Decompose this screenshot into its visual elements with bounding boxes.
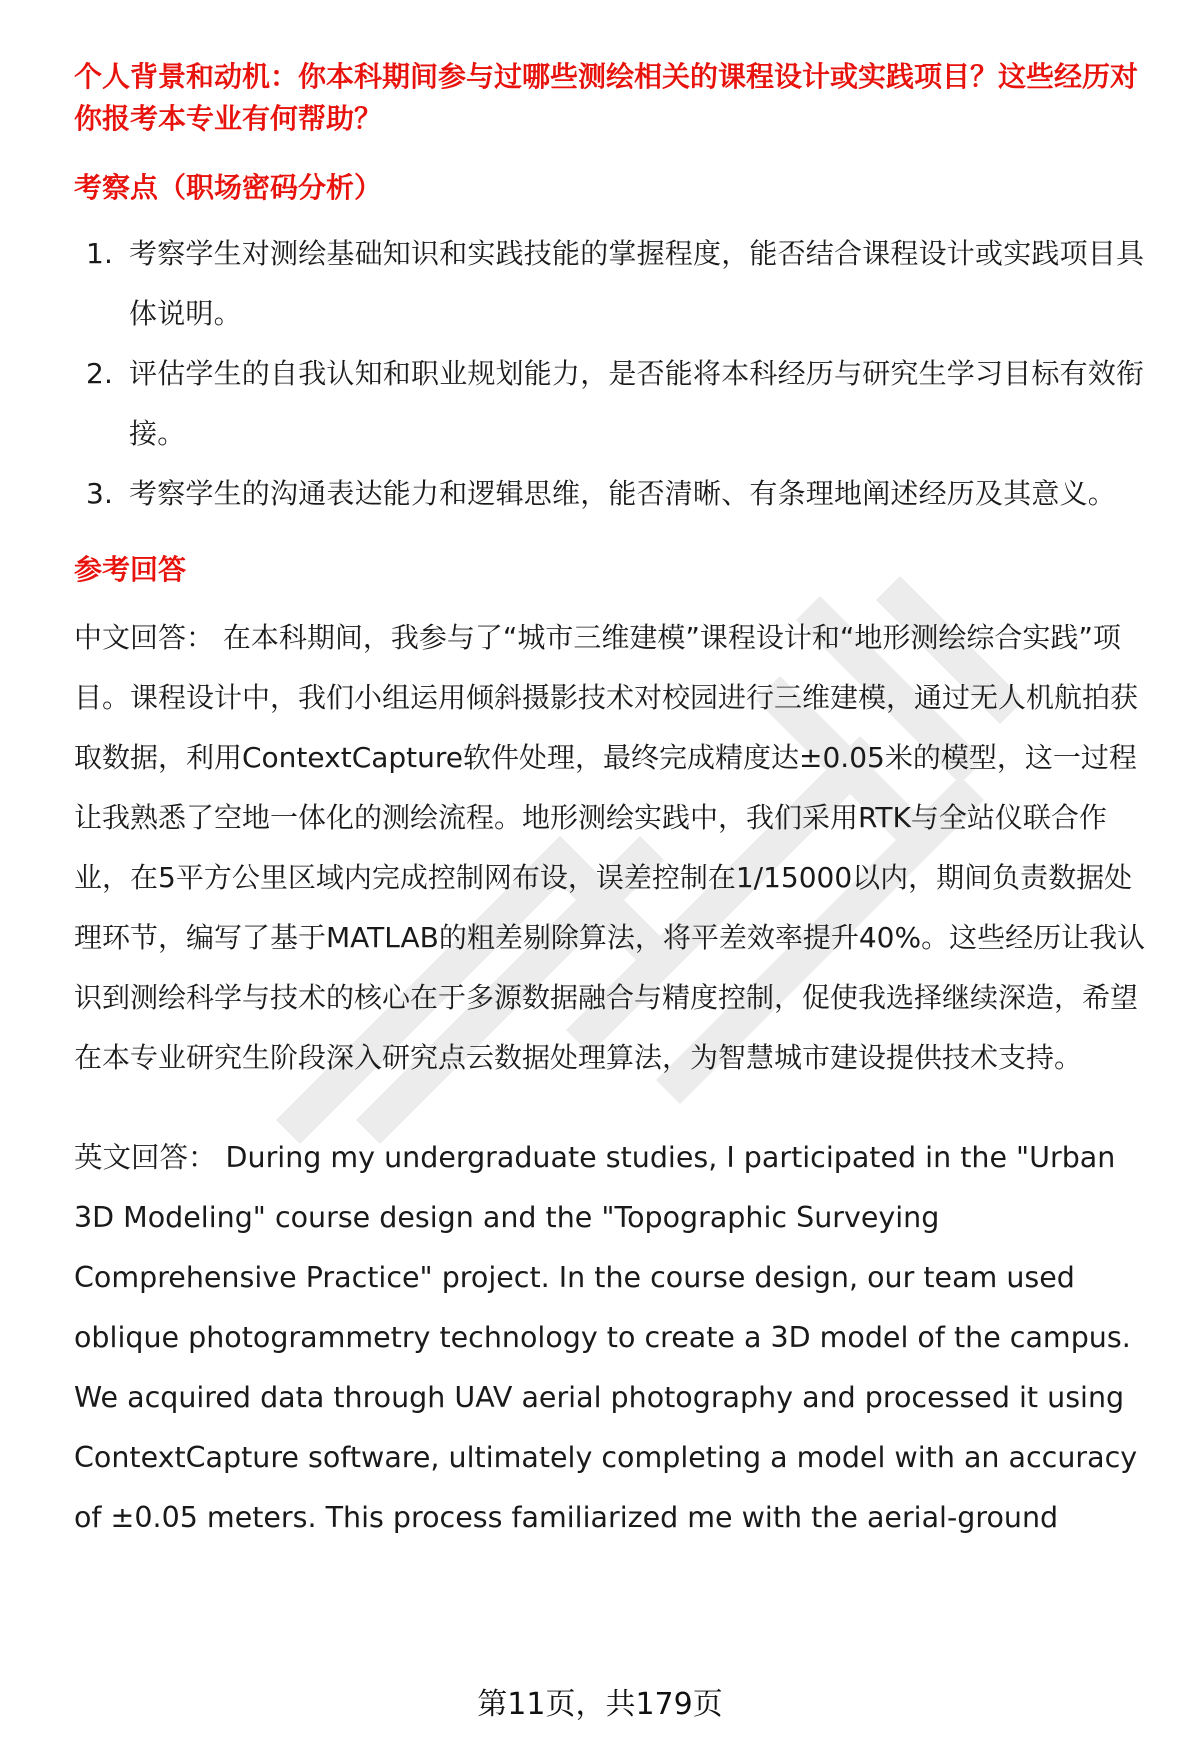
question-heading: 个人背景和动机：你本科期间参与过哪些测绘相关的课程设计或实践项目？这些经历对你报考本专业有何帮助？ [74, 60, 1139, 135]
english-answer-paragraph: 英文回答： During my undergraduate studies, I participated in the "Urban 3D Modeling" course design and the "Topographic Surveying Comprehensive Practice" project. In the course design, our team used oblique photogrammetry technology to create a 3D model of the campus. We acquired data through UAV aerial photography and processed it using ContextCapture software, ultimately completing a model with an accuracy of ±0.05 meters. This process familiarized me with the aerial-ground [74, 1141, 1138, 1534]
list-item-text: 考察学生对测绘基础知识和实践技能的掌握程度，能否结合课程设计或实践项目具体说明。 [129, 237, 1145, 330]
points-list [74, 224, 1154, 524]
list-item-number: 1. [86, 237, 114, 270]
list-item [74, 224, 1154, 344]
list-item [74, 344, 1154, 464]
list-item-number: 3. [86, 477, 114, 510]
page-number-footer: 第11页，共179页 [477, 1687, 723, 1722]
chinese-answer-paragraph: 中文回答： 在本科期间，我参与了“城市三维建模”课程设计和“地形测绘综合实践”项目。课程设计中，我们小组运用倾斜摄影技术对校园进行三维建模，通过无人机航拍获取数据，利用ContextCapture软件处理，最终完成精度达±0.05米的模型，这一过程让我熟悉了空地一体化的测绘流程。地形测绘实践中，我们采用RTK与全站仪联合作业，在5平方公里区域内完成控制网布设，误差控制在1/15000以内，期间负责数据处理环节，编写了基于MATLAB的粗差剔除算法，将平差效率提升40%。这些经历让我认识到测绘科学与技术的核心在于多源数据融合与精度控制，促使我选择继续深造，希望在本专业研究生阶段深入研究点云数据处理算法，为智慧城市建设提供技术支持。 [74, 621, 1146, 1074]
page-content [74, 56, 1154, 1548]
points-section-title: 考察点（职场密码分析） [74, 171, 383, 204]
list-item-number: 2. [86, 357, 114, 390]
list-item [74, 464, 1154, 524]
list-item-text: 考察学生的沟通表达能力和逻辑思维，能否清晰、有条理地阐述经历及其意义。 [129, 477, 1117, 510]
answer-section-title: 参考回答 [74, 553, 187, 586]
list-item-text: 评估学生的自我认知和职业规划能力，是否能将本科经历与研究生学习目标有效衔接。 [129, 357, 1145, 450]
